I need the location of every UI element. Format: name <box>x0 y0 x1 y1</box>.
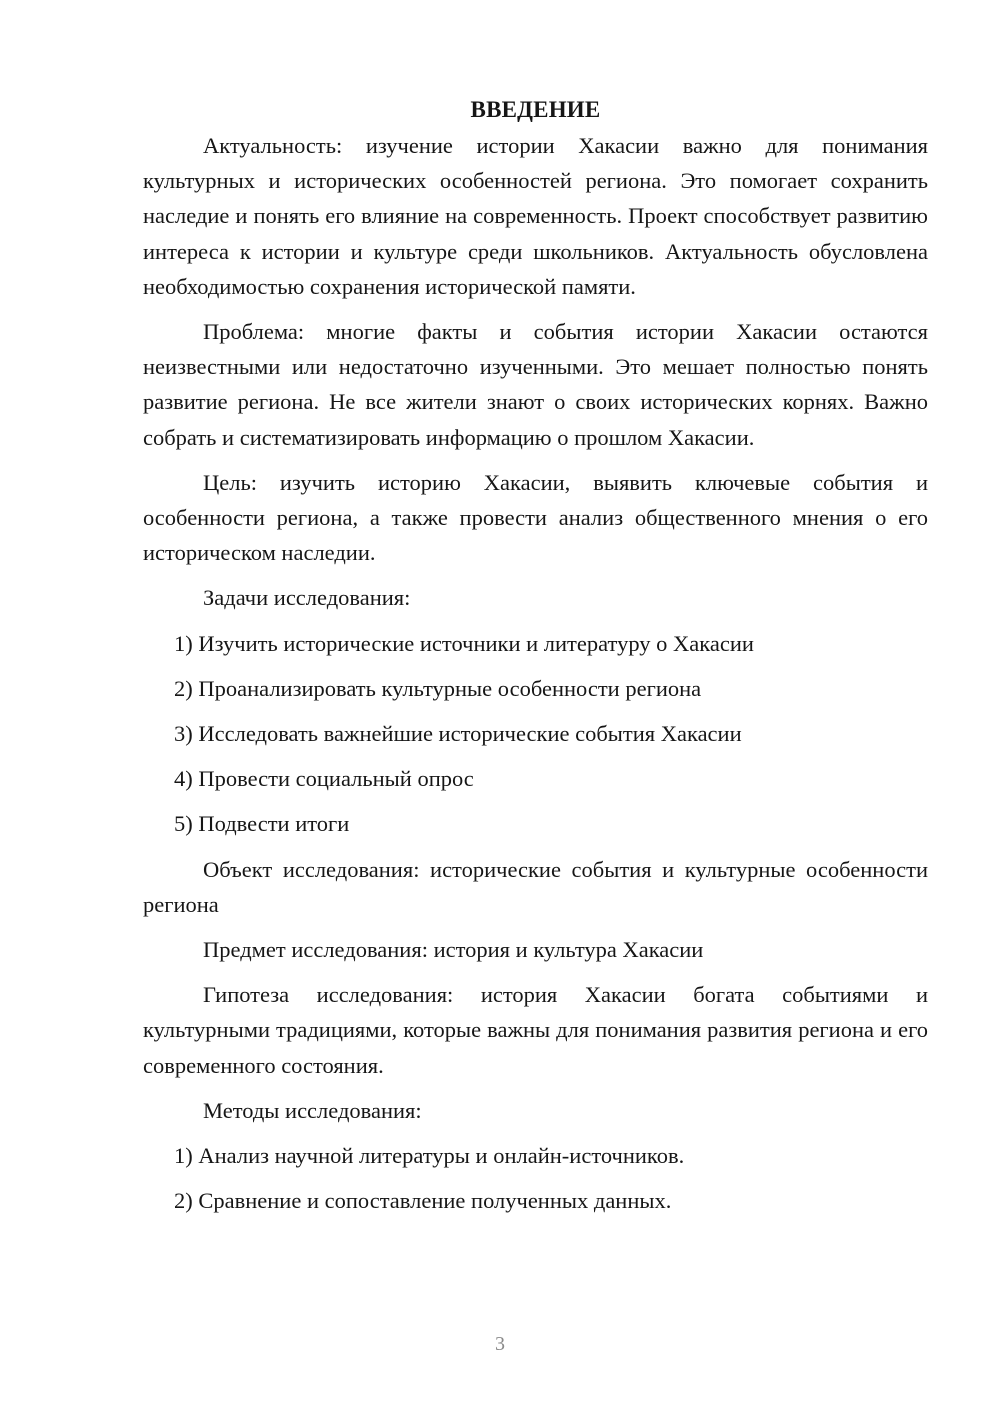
list-item: 2) Проанализировать культурные особенности региона <box>174 675 702 701</box>
list-item: 5) Подвести итоги <box>174 811 350 837</box>
methods-list <box>143 1138 928 1218</box>
list-item: 4) Провести социальный опрос <box>174 766 474 792</box>
object-paragraph: Объект исследования: исторические события и культурные особенности региона <box>143 856 928 917</box>
list-item: 2) Сравнение и сопоставление полученных данных. <box>174 1188 672 1214</box>
methods-heading: Методы исследования: <box>203 1097 422 1123</box>
tasks-list <box>143 626 928 842</box>
document-page <box>143 92 928 1228</box>
list-item: 1) Изучить исторические источники и литературу о Хакасии <box>174 630 754 656</box>
hypothesis-paragraph: Гипотеза исследования: история Хакасии богата событиями и культурными традициями, которые важны для понимания развития региона и его современного состояния. <box>143 982 928 1078</box>
subject-paragraph: Предмет исследования: история и культура Хакасии <box>203 937 704 963</box>
problem-paragraph: Проблема: многие факты и события истории Хакасии остаются неизвестными или недостаточно изученными. Это мешает полностью понять развитие региона. Не все жители знают о своих исторических корнях. Важно собрать и систематизировать информацию о прошлом Хакасии. <box>143 319 928 450</box>
page-number: 3 <box>495 1333 505 1355</box>
tasks-heading: Задачи исследования: <box>203 585 411 611</box>
goal-paragraph: Цель: изучить историю Хакасии, выявить ключевые события и особенности региона, а также провести анализ общественного мнения о его историческом наследии. <box>143 469 928 566</box>
section-title: ВВЕДЕНИЕ <box>470 97 601 122</box>
relevance-paragraph: Актуальность: изучение истории Хакасии важно для понимания культурных и исторических особенностей региона. Это помогает сохранить наследие и понять его влияние на современность. Проект способствует развитию интереса к истории и культуре среди школьников. Актуальность обусловлена необходимостью сохранения исторической памяти. <box>143 133 928 299</box>
list-item: 1) Анализ научной литературы и онлайн-источников. <box>174 1143 685 1169</box>
list-item: 3) Исследовать важнейшие исторические события Хакасии <box>174 721 742 747</box>
